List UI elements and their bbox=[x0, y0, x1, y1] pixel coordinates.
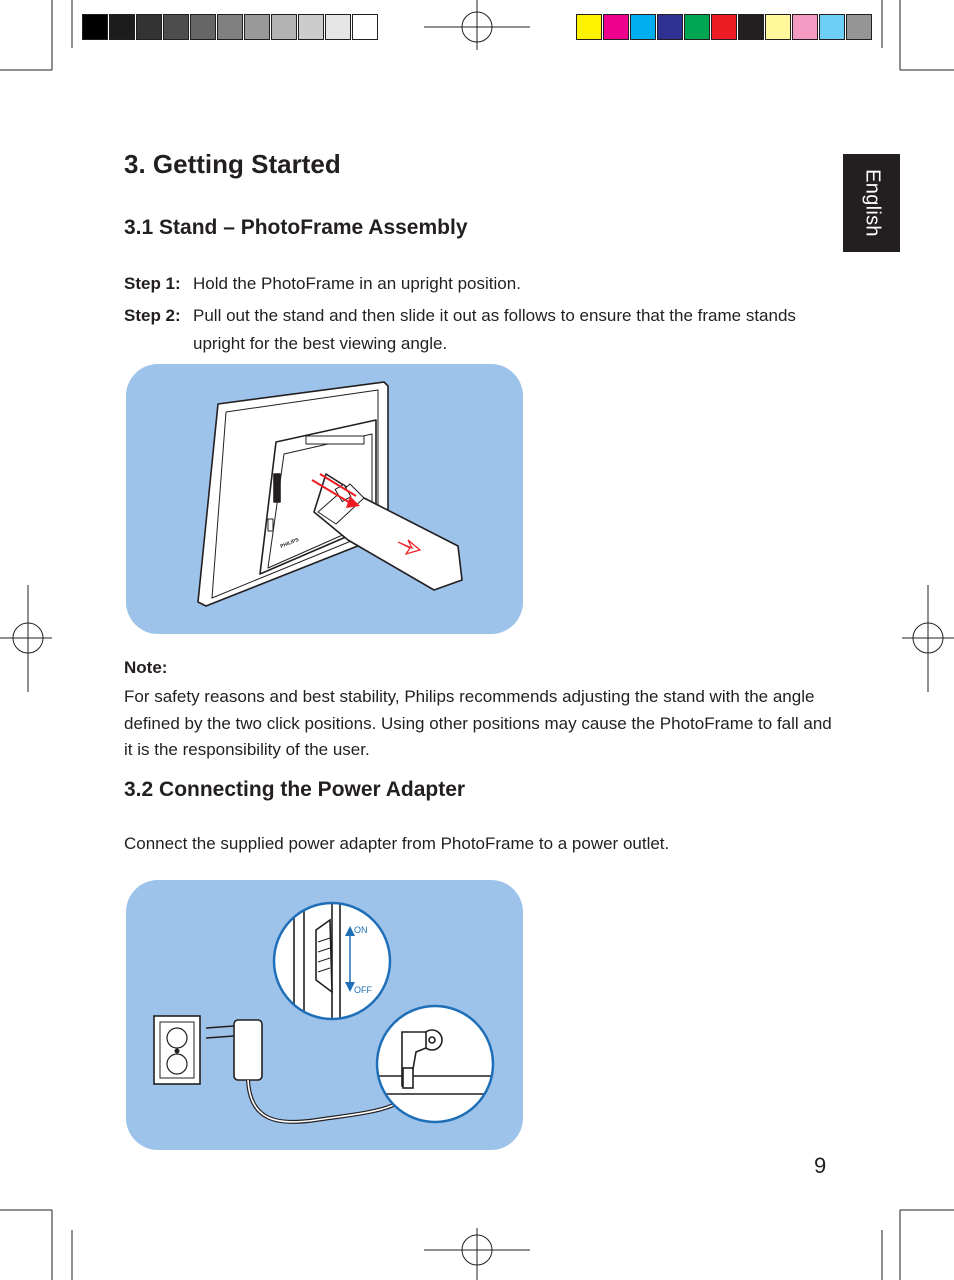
stand-assembly-figure bbox=[126, 364, 523, 634]
brand-label: PHILIPS bbox=[279, 537, 300, 550]
power-adapter-figure bbox=[126, 880, 523, 1150]
section-2-title: 3.2 Connecting the Power Adapter bbox=[124, 778, 466, 801]
color-swatch bbox=[738, 14, 764, 40]
section-1-title: 3.1 Stand – PhotoFrame Assembly bbox=[124, 216, 468, 239]
color-swatch bbox=[603, 14, 629, 40]
page-number: 9 bbox=[814, 1153, 827, 1178]
gray-swatch bbox=[325, 14, 351, 40]
page-heading: 3. Getting Started bbox=[124, 149, 341, 179]
color-swatch bbox=[765, 14, 791, 40]
photoframe-illustration bbox=[126, 364, 523, 634]
wall-outlet bbox=[154, 1016, 200, 1084]
color-swatch bbox=[792, 14, 818, 40]
step-1-text: Hold the PhotoFrame in an upright position. bbox=[193, 274, 521, 293]
step-2-label: Step 2: bbox=[124, 306, 181, 325]
note-text: For safety reasons and best stability, Philips recommends adjusting the stand with the angle defined by the two click positions. Using other positions may cause the PhotoFrame to fall and it is the responsibility of the user. bbox=[124, 687, 832, 759]
switch-off-label: OFF bbox=[354, 985, 372, 995]
gray-swatch bbox=[190, 14, 216, 40]
gray-swatch bbox=[163, 14, 189, 40]
color-swatch bbox=[819, 14, 845, 40]
dc-jack-detail bbox=[376, 1006, 496, 1122]
color-swatch bbox=[846, 14, 872, 40]
switch-on-label: ON bbox=[354, 925, 368, 935]
gray-swatch bbox=[271, 14, 297, 40]
color-swatch bbox=[630, 14, 656, 40]
language-tab-label: English bbox=[861, 169, 883, 237]
gray-swatch bbox=[352, 14, 378, 40]
step-1-label: Step 1: bbox=[124, 274, 181, 293]
step-2-text: Pull out the stand and then slide it out as follows to ensure that the frame stands upright for the best viewing angle. bbox=[193, 306, 796, 353]
power-switch-detail bbox=[274, 900, 390, 1020]
language-tab bbox=[843, 154, 900, 252]
gray-swatch bbox=[298, 14, 324, 40]
power-adapter-illustration bbox=[126, 880, 523, 1150]
gray-swatch bbox=[82, 14, 108, 40]
gray-swatch bbox=[136, 14, 162, 40]
color-swatch bbox=[684, 14, 710, 40]
section-2-text: Connect the supplied power adapter from PhotoFrame to a power outlet. bbox=[124, 834, 670, 853]
color-swatch bbox=[657, 14, 683, 40]
note-title: Note: bbox=[124, 658, 168, 677]
color-swatch bbox=[576, 14, 602, 40]
gray-swatch bbox=[244, 14, 270, 40]
gray-swatch bbox=[217, 14, 243, 40]
color-swatch bbox=[711, 14, 737, 40]
gray-swatch bbox=[109, 14, 135, 40]
